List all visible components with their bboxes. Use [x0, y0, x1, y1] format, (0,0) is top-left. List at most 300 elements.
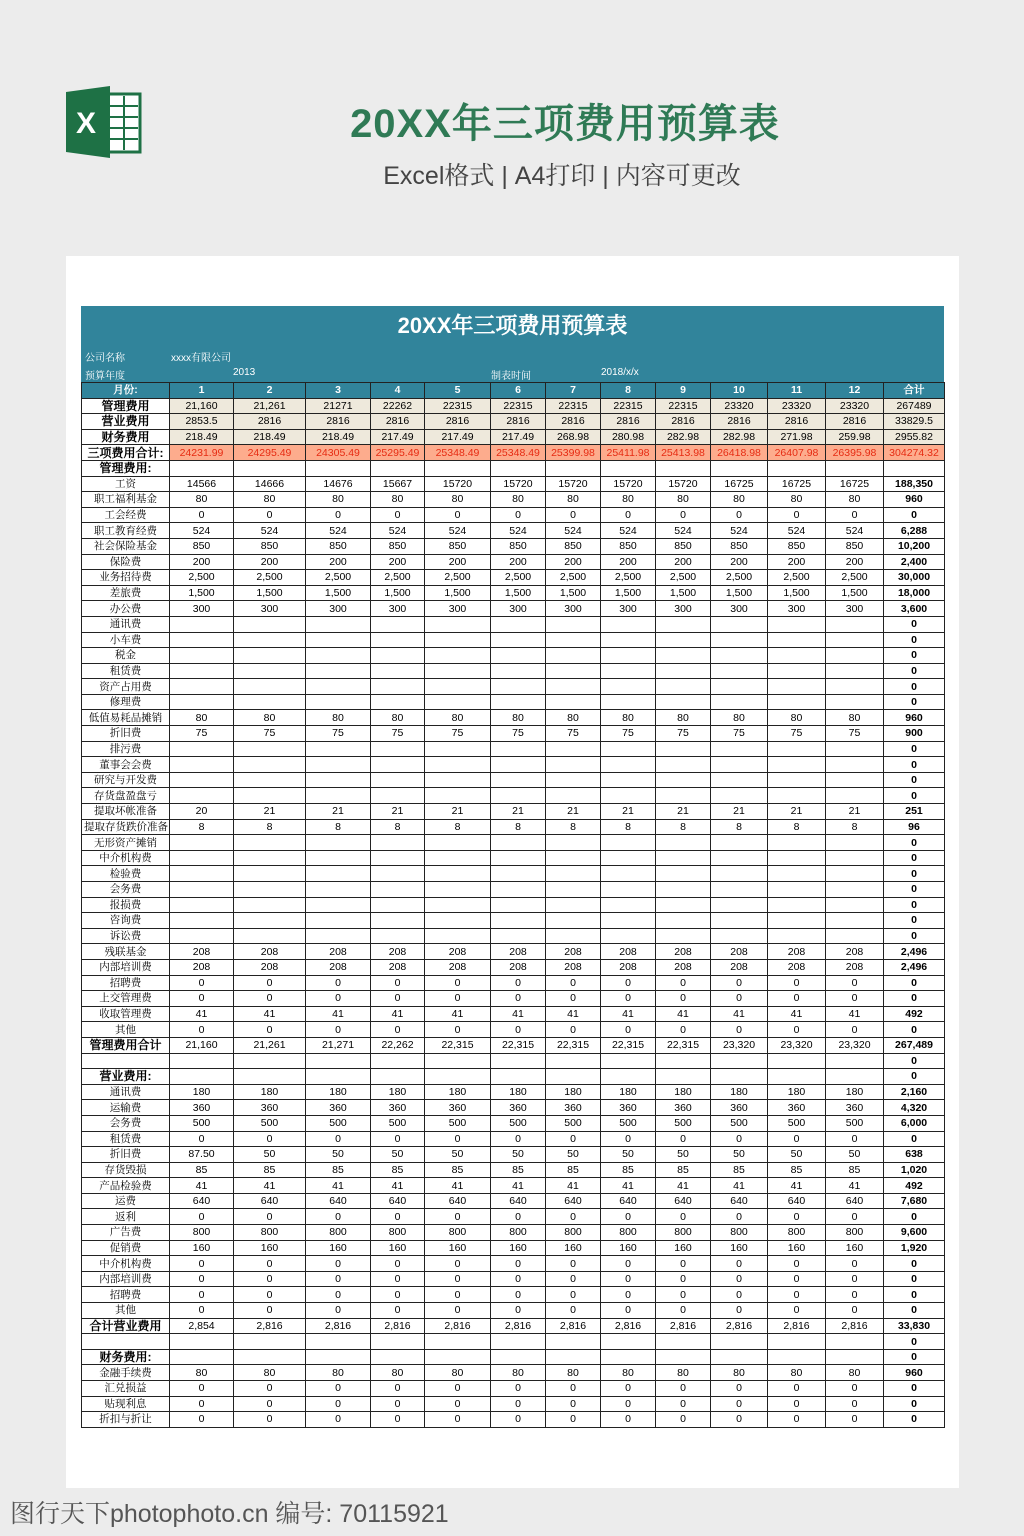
- table-cell: [601, 928, 656, 944]
- row-label-cell: 其他: [82, 1022, 170, 1038]
- row-label-cell: 运费: [82, 1193, 170, 1209]
- table-cell: 524: [656, 523, 711, 539]
- table-cell: 1,500: [170, 585, 234, 601]
- row-label-cell: [82, 1334, 170, 1350]
- table-cell: [170, 772, 234, 788]
- table-row: [82, 679, 945, 695]
- table-cell: 0: [170, 1131, 234, 1147]
- table-cell: [371, 850, 425, 866]
- table-cell: 500: [601, 1115, 656, 1131]
- table-cell: [425, 850, 491, 866]
- table-cell: 85: [425, 1162, 491, 1178]
- table-cell: 0: [491, 975, 546, 991]
- table-cell: [768, 741, 826, 757]
- table-cell: [601, 741, 656, 757]
- row-label-cell: 职工教育经费: [82, 523, 170, 539]
- table-cell: 200: [306, 554, 371, 570]
- table-cell: [234, 694, 306, 710]
- table-cell: 800: [425, 1225, 491, 1241]
- table-row: [82, 741, 945, 757]
- table-cell: 2,500: [768, 570, 826, 586]
- table-cell: 41: [371, 1006, 425, 1022]
- table-cell: 25348.49: [491, 445, 546, 461]
- table-cell: 0: [425, 1287, 491, 1303]
- table-cell: 80: [768, 710, 826, 726]
- table-row: [82, 1100, 945, 1116]
- table-cell: 0: [234, 1381, 306, 1397]
- table-cell: [425, 835, 491, 851]
- table-row: [82, 1381, 945, 1397]
- table-cell: 180: [371, 1084, 425, 1100]
- table-cell: 80: [656, 710, 711, 726]
- table-cell: [601, 1334, 656, 1350]
- table-cell: 80: [601, 1365, 656, 1381]
- month-header-cell: 合计: [884, 383, 945, 399]
- table-cell: 22315: [425, 398, 491, 414]
- table-cell: [306, 866, 371, 882]
- row-total-cell: 0: [884, 882, 945, 898]
- table-cell: 85: [711, 1162, 768, 1178]
- table-cell: [425, 741, 491, 757]
- row-label-cell: 研究与开发费: [82, 772, 170, 788]
- table-cell: 80: [601, 492, 656, 508]
- table-cell: 85: [546, 1162, 601, 1178]
- table-cell: 208: [711, 959, 768, 975]
- table-cell: 0: [491, 1022, 546, 1038]
- table-cell: 85: [826, 1162, 884, 1178]
- table-cell: 20: [170, 804, 234, 820]
- table-cell: [546, 1334, 601, 1350]
- table-cell: 640: [711, 1193, 768, 1209]
- table-cell: 80: [656, 492, 711, 508]
- date-value: 2018/x/x: [601, 367, 639, 378]
- table-cell: 8: [170, 819, 234, 835]
- table-cell: 8: [601, 819, 656, 835]
- table-cell: 208: [425, 959, 491, 975]
- row-label-cell: 营业费用:: [82, 1069, 170, 1085]
- table-cell: 15720: [656, 476, 711, 492]
- table-cell: 2816: [425, 414, 491, 430]
- table-cell: 500: [170, 1115, 234, 1131]
- table-cell: [371, 913, 425, 929]
- table-cell: 2816: [601, 414, 656, 430]
- table-cell: [656, 882, 711, 898]
- row-label-cell: 工会经费: [82, 507, 170, 523]
- table-cell: [656, 928, 711, 944]
- table-cell: [371, 757, 425, 773]
- table-cell: 22,315: [656, 1037, 711, 1053]
- table-cell: [546, 1349, 601, 1365]
- row-label-cell: 管理费用:: [82, 460, 170, 476]
- table-cell: 360: [656, 1100, 711, 1116]
- table-cell: [656, 850, 711, 866]
- row-label-cell: 诉讼费: [82, 928, 170, 944]
- table-cell: 850: [768, 538, 826, 554]
- table-cell: [826, 1334, 884, 1350]
- table-cell: 360: [768, 1100, 826, 1116]
- table-cell: 0: [425, 1271, 491, 1287]
- table-cell: 2,500: [306, 570, 371, 586]
- table-cell: [170, 928, 234, 944]
- table-cell: 2816: [711, 414, 768, 430]
- table-cell: 208: [546, 944, 601, 960]
- table-cell: 80: [425, 710, 491, 726]
- table-cell: [234, 648, 306, 664]
- row-label-cell: 折旧费: [82, 1147, 170, 1163]
- table-cell: 75: [826, 726, 884, 742]
- table-cell: 0: [546, 1396, 601, 1412]
- row-label-cell: [82, 1053, 170, 1069]
- table-cell: 0: [491, 1271, 546, 1287]
- table-cell: 160: [768, 1240, 826, 1256]
- table-cell: 80: [306, 1365, 371, 1381]
- table-cell: 217.49: [491, 429, 546, 445]
- table-cell: 0: [234, 1303, 306, 1319]
- table-cell: [425, 928, 491, 944]
- row-total-cell: 4,320: [884, 1100, 945, 1116]
- table-cell: 2,816: [711, 1318, 768, 1334]
- table-cell: 524: [425, 523, 491, 539]
- table-cell: 208: [425, 944, 491, 960]
- table-cell: 208: [170, 944, 234, 960]
- table-cell: 24295.49: [234, 445, 306, 461]
- table-row: [82, 882, 945, 898]
- table-cell: 50: [371, 1147, 425, 1163]
- table-cell: [601, 897, 656, 913]
- table-cell: 8: [306, 819, 371, 835]
- table-cell: [491, 648, 546, 664]
- table-cell: 24305.49: [306, 445, 371, 461]
- table-cell: 800: [234, 1225, 306, 1241]
- table-row: [82, 897, 945, 913]
- row-label-cell: 招聘费: [82, 1287, 170, 1303]
- table-cell: 2816: [234, 414, 306, 430]
- table-cell: 180: [546, 1084, 601, 1100]
- table-cell: [425, 632, 491, 648]
- table-cell: 21: [371, 804, 425, 820]
- table-cell: [371, 1053, 425, 1069]
- table-cell: 0: [546, 975, 601, 991]
- table-cell: [306, 1349, 371, 1365]
- row-total-cell: 0: [884, 507, 945, 523]
- month-header-cell: 4: [371, 383, 425, 399]
- table-cell: 0: [656, 1131, 711, 1147]
- table-cell: [425, 616, 491, 632]
- table-cell: 0: [425, 1022, 491, 1038]
- table-cell: 160: [234, 1240, 306, 1256]
- table-cell: 800: [656, 1225, 711, 1241]
- table-cell: 208: [601, 959, 656, 975]
- row-total-cell: 0: [884, 835, 945, 851]
- table-cell: [826, 757, 884, 773]
- table-cell: [768, 882, 826, 898]
- table-cell: 75: [425, 726, 491, 742]
- table-cell: 0: [711, 1209, 768, 1225]
- table-cell: 41: [826, 1006, 884, 1022]
- table-cell: [768, 928, 826, 944]
- table-cell: 22315: [546, 398, 601, 414]
- table-cell: 80: [711, 710, 768, 726]
- table-cell: 200: [826, 554, 884, 570]
- table-cell: 200: [234, 554, 306, 570]
- table-cell: [170, 1069, 234, 1085]
- table-cell: [768, 788, 826, 804]
- table-cell: 0: [768, 1381, 826, 1397]
- table-cell: [425, 679, 491, 695]
- table-row: [82, 959, 945, 975]
- table-cell: 0: [306, 1381, 371, 1397]
- table-cell: [306, 788, 371, 804]
- month-header-cell: 7: [546, 383, 601, 399]
- table-cell: 0: [306, 991, 371, 1007]
- table-cell: [711, 1334, 768, 1350]
- table-cell: 2,816: [371, 1318, 425, 1334]
- table-cell: 0: [768, 1022, 826, 1038]
- table-cell: 2,500: [371, 570, 425, 586]
- table-cell: 500: [234, 1115, 306, 1131]
- table-cell: 50: [306, 1147, 371, 1163]
- table-cell: [425, 1334, 491, 1350]
- table-cell: 0: [656, 1256, 711, 1272]
- table-cell: 23320: [768, 398, 826, 414]
- table-cell: 800: [371, 1225, 425, 1241]
- table-cell: 41: [234, 1178, 306, 1194]
- table-cell: [170, 460, 234, 476]
- table-cell: 640: [425, 1193, 491, 1209]
- table-cell: 41: [656, 1006, 711, 1022]
- row-total-cell: 960: [884, 1365, 945, 1381]
- table-row: [82, 1287, 945, 1303]
- table-cell: 41: [656, 1178, 711, 1194]
- row-label-cell: 咨询费: [82, 913, 170, 929]
- table-row: [82, 772, 945, 788]
- table-cell: 80: [826, 1365, 884, 1381]
- table-cell: [768, 663, 826, 679]
- table-cell: 524: [601, 523, 656, 539]
- table-cell: [601, 1349, 656, 1365]
- table-cell: 200: [371, 554, 425, 570]
- table-cell: 2853.5: [170, 414, 234, 430]
- table-cell: 0: [491, 1412, 546, 1428]
- row-label-cell: 贴现利息: [82, 1396, 170, 1412]
- table-cell: [306, 772, 371, 788]
- table-cell: 180: [234, 1084, 306, 1100]
- row-total-cell: 0: [884, 788, 945, 804]
- table-cell: 80: [768, 1365, 826, 1381]
- table-row: [82, 1147, 945, 1163]
- watermark-text: 图行天下photophoto.cn 编号: 70115921: [10, 1500, 449, 1528]
- table-cell: 800: [546, 1225, 601, 1241]
- table-cell: 80: [711, 1365, 768, 1381]
- table-row: [82, 1318, 945, 1334]
- row-label-cell: 汇兑损益: [82, 1381, 170, 1397]
- table-cell: 2,816: [491, 1318, 546, 1334]
- row-total-cell: 1,020: [884, 1162, 945, 1178]
- table-cell: 0: [425, 1396, 491, 1412]
- row-total-cell: [884, 460, 945, 476]
- table-cell: 0: [826, 1412, 884, 1428]
- table-cell: 80: [491, 710, 546, 726]
- table-cell: 85: [306, 1162, 371, 1178]
- table-cell: 0: [170, 1303, 234, 1319]
- table-cell: 50: [768, 1147, 826, 1163]
- table-cell: 0: [371, 975, 425, 991]
- table-cell: [170, 616, 234, 632]
- table-cell: 0: [491, 1131, 546, 1147]
- table-cell: 217.49: [425, 429, 491, 445]
- table-cell: 2,816: [656, 1318, 711, 1334]
- table-cell: [170, 1334, 234, 1350]
- table-cell: 0: [601, 975, 656, 991]
- table-cell: [170, 757, 234, 773]
- row-label-cell: 返利: [82, 1209, 170, 1225]
- row-total-cell: 0: [884, 772, 945, 788]
- table-cell: [491, 928, 546, 944]
- table-cell: [306, 679, 371, 695]
- table-cell: 1,500: [768, 585, 826, 601]
- table-cell: 0: [371, 1256, 425, 1272]
- row-total-cell: 10,200: [884, 538, 945, 554]
- row-total-cell: 0: [884, 1412, 945, 1428]
- table-cell: 22315: [656, 398, 711, 414]
- table-cell: 0: [546, 507, 601, 523]
- row-label-cell: 通讯费: [82, 616, 170, 632]
- table-cell: 0: [656, 1209, 711, 1225]
- table-cell: 0: [546, 1131, 601, 1147]
- table-cell: 8: [371, 819, 425, 835]
- table-row: [82, 1225, 945, 1241]
- table-row: [82, 1131, 945, 1147]
- table-cell: 200: [601, 554, 656, 570]
- table-row: [82, 1396, 945, 1412]
- table-cell: [711, 694, 768, 710]
- table-cell: 41: [711, 1178, 768, 1194]
- row-total-cell: 960: [884, 492, 945, 508]
- table-cell: 2,500: [425, 570, 491, 586]
- table-cell: 300: [711, 601, 768, 617]
- month-header-cell: 12: [826, 383, 884, 399]
- table-cell: 180: [306, 1084, 371, 1100]
- table-cell: 360: [306, 1100, 371, 1116]
- table-cell: 80: [371, 710, 425, 726]
- table-cell: 1,500: [491, 585, 546, 601]
- table-cell: 524: [371, 523, 425, 539]
- sheet-info-row-company: [81, 346, 944, 364]
- table-cell: [491, 663, 546, 679]
- table-cell: [711, 882, 768, 898]
- table-cell: 80: [170, 1365, 234, 1381]
- table-cell: 500: [711, 1115, 768, 1131]
- spreadsheet: [81, 306, 944, 1428]
- row-total-cell: 0: [884, 1209, 945, 1225]
- table-cell: 0: [306, 1209, 371, 1225]
- table-row: [82, 476, 945, 492]
- table-cell: 75: [768, 726, 826, 742]
- table-cell: 218.49: [170, 429, 234, 445]
- table-cell: 80: [170, 710, 234, 726]
- row-label-cell: 产品检验费: [82, 1178, 170, 1194]
- table-cell: 640: [491, 1193, 546, 1209]
- row-total-cell: 0: [884, 1271, 945, 1287]
- table-cell: 23320: [711, 398, 768, 414]
- table-cell: [234, 866, 306, 882]
- table-cell: [371, 897, 425, 913]
- table-cell: 160: [425, 1240, 491, 1256]
- table-cell: 0: [425, 1131, 491, 1147]
- row-label-cell: 董事会会费: [82, 757, 170, 773]
- table-cell: 208: [656, 959, 711, 975]
- table-cell: [170, 679, 234, 695]
- table-cell: 0: [491, 507, 546, 523]
- table-cell: 2,854: [170, 1318, 234, 1334]
- table-row: [82, 1271, 945, 1287]
- table-cell: [425, 648, 491, 664]
- table-cell: [234, 882, 306, 898]
- table-cell: [234, 757, 306, 773]
- table-cell: 0: [826, 1396, 884, 1412]
- table-cell: [170, 866, 234, 882]
- table-cell: 50: [826, 1147, 884, 1163]
- table-cell: 2816: [826, 414, 884, 430]
- row-label-cell: 内部培训费: [82, 959, 170, 975]
- budget-table: [81, 382, 945, 1428]
- table-cell: 2816: [306, 414, 371, 430]
- table-cell: [234, 1334, 306, 1350]
- table-cell: 640: [371, 1193, 425, 1209]
- table-row: [82, 616, 945, 632]
- table-cell: 1,500: [546, 585, 601, 601]
- table-cell: 850: [826, 538, 884, 554]
- table-cell: [234, 913, 306, 929]
- table-cell: [371, 928, 425, 944]
- table-cell: [546, 757, 601, 773]
- month-header-cell: 5: [425, 383, 491, 399]
- table-row: [82, 1084, 945, 1100]
- table-cell: 800: [711, 1225, 768, 1241]
- row-label-cell: 检验费: [82, 866, 170, 882]
- table-cell: 41: [371, 1178, 425, 1194]
- table-cell: 2,816: [826, 1318, 884, 1334]
- table-cell: 15720: [491, 476, 546, 492]
- row-total-cell: 0: [884, 694, 945, 710]
- table-cell: [826, 866, 884, 882]
- table-cell: 0: [306, 507, 371, 523]
- table-row: [82, 1349, 945, 1365]
- table-cell: 21,261: [234, 1037, 306, 1053]
- table-cell: 180: [768, 1084, 826, 1100]
- row-total-cell: 0: [884, 679, 945, 695]
- table-row: [82, 757, 945, 773]
- table-row: [82, 570, 945, 586]
- table-cell: [546, 1069, 601, 1085]
- month-header-cell: 2: [234, 383, 306, 399]
- table-cell: 0: [170, 975, 234, 991]
- table-cell: 41: [306, 1178, 371, 1194]
- table-cell: [826, 1349, 884, 1365]
- table-cell: 8: [425, 819, 491, 835]
- table-cell: 80: [306, 492, 371, 508]
- table-cell: 524: [826, 523, 884, 539]
- table-cell: 180: [826, 1084, 884, 1100]
- month-header-cell: 8: [601, 383, 656, 399]
- table-cell: 0: [546, 991, 601, 1007]
- table-cell: [826, 694, 884, 710]
- row-total-cell: 0: [884, 1256, 945, 1272]
- table-cell: [425, 694, 491, 710]
- table-cell: [656, 460, 711, 476]
- table-cell: [826, 679, 884, 695]
- table-cell: [425, 882, 491, 898]
